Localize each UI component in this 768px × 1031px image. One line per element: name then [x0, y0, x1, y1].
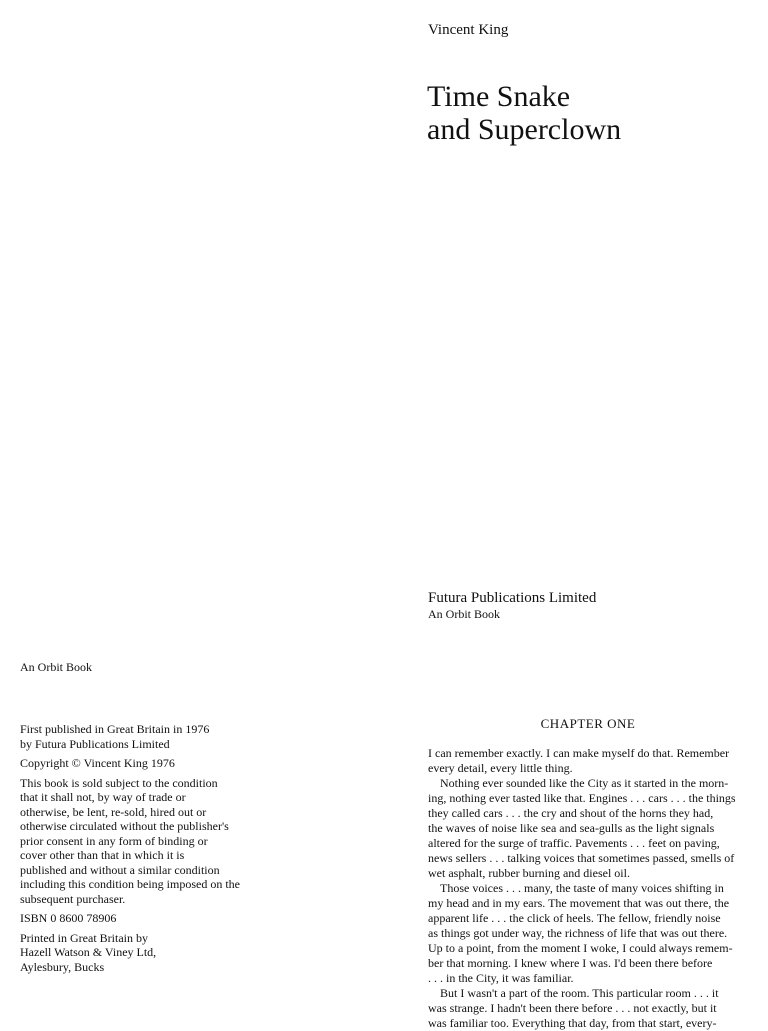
text-line: ber that morning. I knew where I was. I'd been there before [428, 956, 713, 970]
text-line: prior consent in any form of binding or [20, 833, 208, 848]
text-line: Those voices . . . many, the taste of many voices shifting in [440, 881, 724, 895]
text-line: But I wasn't a part of the room. This particular room . . . it [440, 986, 719, 1000]
text-line: the waves of noise like sea and sea-gulls as the light signals [428, 821, 715, 835]
book-title-line: Time Snake [427, 80, 571, 113]
copyright-notice [20, 756, 280, 771]
text-line: by Futura Publications Limited [20, 736, 170, 751]
text-line: Aylesbury, Bucks [20, 959, 105, 974]
text-line: ISBN 0 8600 78906 [20, 911, 117, 925]
text-line: altered for the surge of traffic. Pavements . . . feet on paving, [428, 836, 720, 850]
text-line: otherwise circulated without the publisher's [20, 819, 229, 833]
chapter-body [428, 746, 750, 1031]
text-line: was strange. I hadn't been there before . . . not exactly, but it [428, 1001, 717, 1015]
text-line: Up to a point, from the moment I woke, I could always remem- [428, 941, 733, 955]
spread-bottom [0, 686, 768, 1030]
text-line: otherwise, be lent, re-sold, hired out or [20, 804, 207, 819]
text-line: This book is sold subject to the condition [20, 775, 218, 790]
text-line: my head and in my ears. The movement that was out there, the [428, 896, 730, 910]
text-line: cover other than that in which it is [20, 848, 185, 862]
text-line: Nothing ever sounded like the City as it started in the morn- [440, 776, 729, 790]
text-line: news sellers . . . talking voices that sometimes passed, smells of [428, 851, 735, 865]
author-name: Vincent King [428, 22, 509, 38]
book-title-line: and Superclown [427, 113, 622, 146]
text-line: wet asphalt, rubber burning and diesel oil. [428, 866, 630, 880]
text-line: Copyright © Vincent King 1976 [20, 756, 175, 770]
chapter-heading: CHAPTER ONE [540, 716, 636, 731]
copyright-page [20, 722, 280, 979]
imprint-label: An Orbit Book [428, 607, 500, 621]
sale-condition-note [20, 776, 280, 907]
text-line: apparent life . . . the click of heels. The fellow, friendly noise [428, 911, 721, 925]
text-line: that it shall not, by way of trade or [20, 790, 186, 804]
text-line: . . . in the City, it was familiar. [428, 971, 574, 985]
text-line: subsequent purchaser. [20, 891, 126, 906]
book-title [427, 80, 621, 146]
text-line: as things got under way, the richness of life that was out there. [428, 926, 728, 940]
text-line: they called cars . . . the cry and shout of the horns they had, [428, 806, 714, 820]
text-line: First published in Great Britain in 1976 [20, 722, 210, 736]
printer-note [20, 931, 280, 975]
text-line: was familiar too. Everything that day, from that start, every- [428, 1016, 717, 1030]
text-line: I can remember exactly. I can make myself do that. Remember [428, 746, 730, 760]
first-published-note [20, 722, 280, 751]
text-line: ing, nothing ever tasted like that. Engines . . . cars . . . the things [428, 791, 736, 805]
text-line: Printed in Great Britain by [20, 930, 148, 945]
series-label: An Orbit Book [20, 660, 92, 674]
text-line: published and without a similar condition [20, 862, 220, 877]
isbn-line [20, 911, 280, 926]
text-line: Hazell Watson & Viney Ltd, [20, 945, 157, 959]
text-line: including this condition being imposed on the [20, 877, 240, 891]
publisher-name: Futura Publications Limited [428, 590, 597, 606]
text-line: every detail, every little thing. [428, 761, 573, 775]
